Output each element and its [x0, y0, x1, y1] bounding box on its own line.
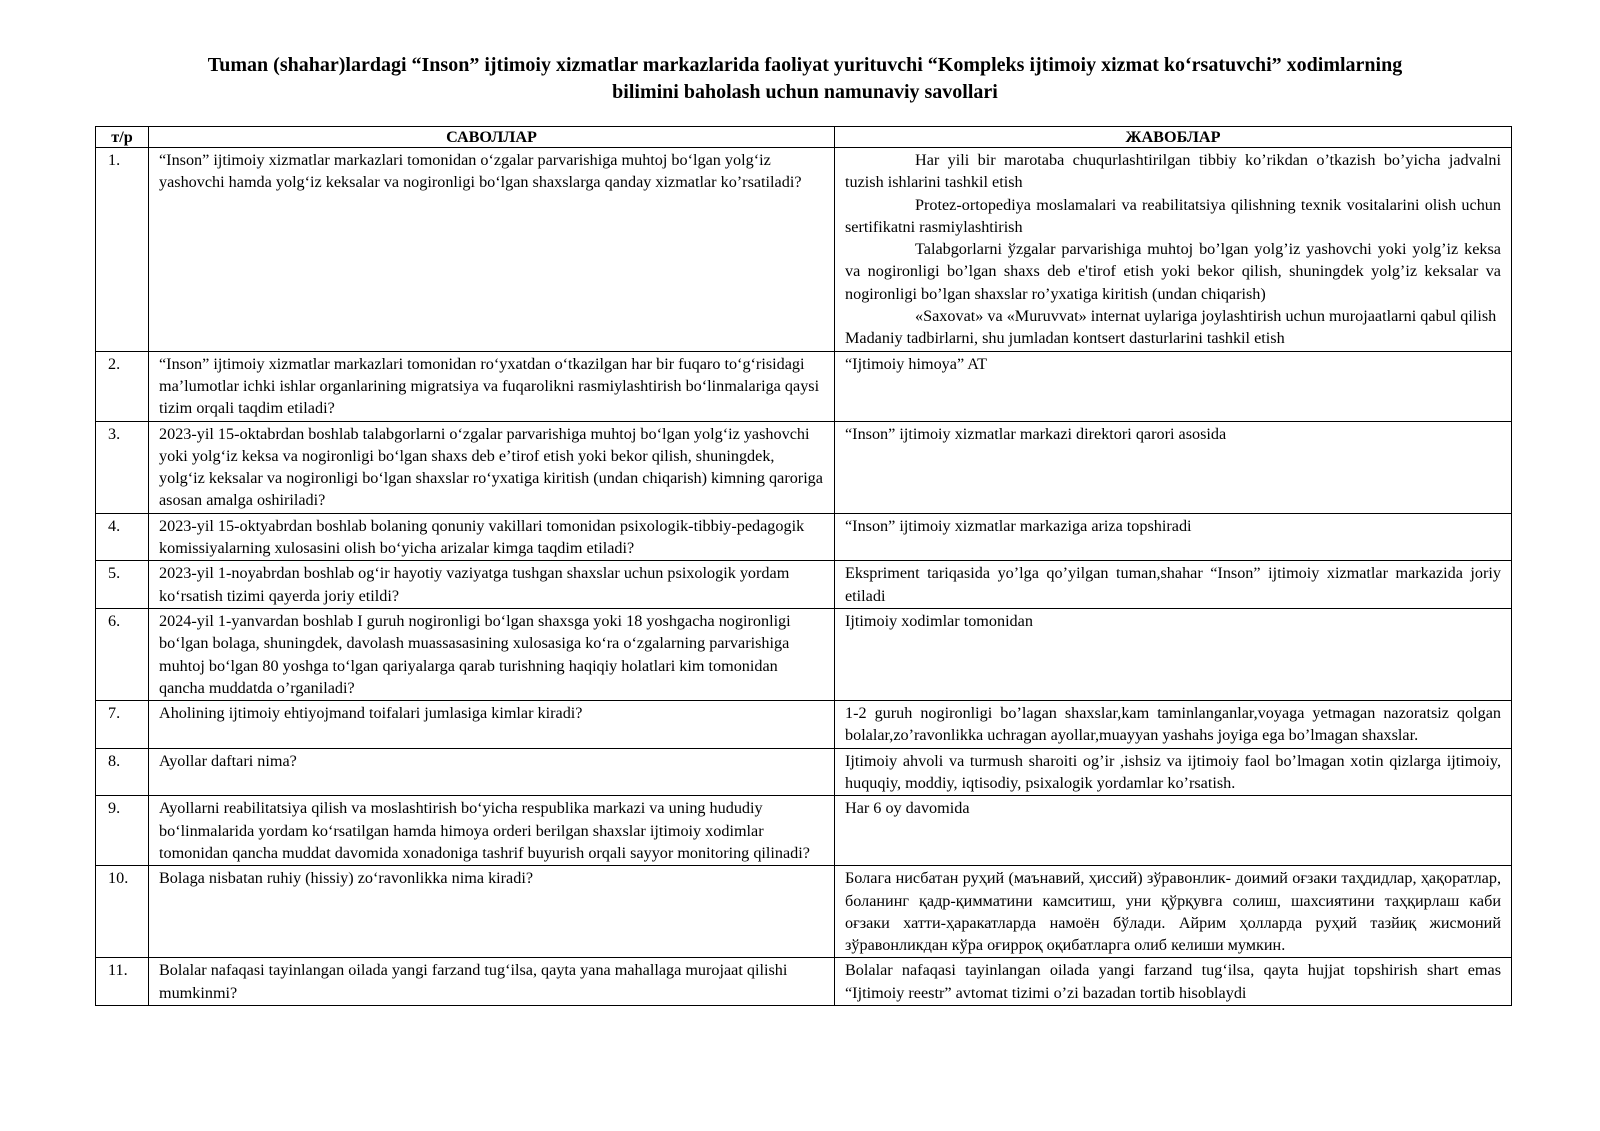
table-row: [96, 748, 1512, 796]
table-row: [96, 513, 1512, 561]
row-number: 9.: [96, 796, 149, 866]
question-cell: 2023-yil 15-oktyabrdan boshlab bolaning qonuniy vakillari tomonidan psixologik-tibbiy-pedagogik komissiyalarning xulosasini olish boʻyicha arizalar kimga taqdim etiladi?: [149, 513, 835, 561]
row-number: 11.: [96, 958, 149, 1006]
row-number: 6.: [96, 608, 149, 700]
answer-cell: [835, 148, 1512, 352]
question-cell: Bolaga nisbatan ruhiy (hissiy) zoʻravonlikka nima kiradi?: [149, 866, 835, 958]
answer-item: Har yili bir marotaba chuqurlashtirilgan tibbiy ko’rikdan o’tkazish bo’yicha jadvalni tuzish ishlarini tashkil etish: [845, 151, 1501, 192]
answer-cell: Ijtimoiy xodimlar tomonidan: [835, 608, 1512, 700]
question-cell: 2024-yil 1-yanvardan boshlab I guruh nogironligi boʻlgan shaxsga yoki 18 yoshgacha nogironligi boʻlgan bolaga, shuningdek, davolash muassasasining xulosasiga koʻra oʻzgalarning parvarishiga muhtoj boʻlgan 80 yoshga toʻlgan qariyalarga qarab turishning haqiqiy holatlari kim tomonidan qancha muddatda o’rganiladi?: [149, 608, 835, 700]
header-questions: САВОЛЛАР: [149, 127, 835, 148]
answer-item: Protez-ortopediya moslamalari va reabilitatsiya qilishning texnik vositalarini olish uchun sertifikatni rasmiylashtirish: [845, 195, 1501, 236]
question-cell: “Inson” ijtimoiy xizmatlar markazlari tomonidan oʻzgalar parvarishiga muhtoj boʻlgan yolgʻiz yashovchi hamda yolgʻiz keksalar va nogironligi boʻlgan shaxslarga qanday xizmatlar ko’rsatiladi?: [149, 148, 835, 352]
table-header-row: [96, 127, 1512, 148]
answer-item: «Saxovat» va «Muruvvat» internat uylariga joylashtirish uchun murojaatlarni qabul qilish: [915, 307, 1497, 326]
question-cell: 2023-yil 1-noyabrdan boshlab ogʻir hayotiy vaziyatga tushgan shaxslar uchun psixologik yordam koʻrsatish tizimi qayerda joriy etildi?: [149, 561, 835, 609]
row-number: 7.: [96, 701, 149, 749]
answer-cell: “Inson” ijtimoiy xizmatlar markaziga ariza topshiradi: [835, 513, 1512, 561]
table-row: [96, 608, 1512, 700]
answer-item: Madaniy tadbirlarni, shu jumladan kontsert dasturlarini tashkil etish: [845, 329, 1285, 348]
question-cell: Bolalar nafaqasi tayinlangan oilada yangi farzand tugʻilsa, qayta yana mahallaga murojaat qilishi mumkinmi?: [149, 958, 835, 1006]
header-answers: ЖАВОБЛАР: [835, 127, 1512, 148]
table-row: [96, 351, 1512, 421]
answer-cell: Bolalar nafaqasi tayinlangan oilada yangi farzand tug‘ilsa, qayta hujjat topshirish shart emas “Ijtimoiy reestr” avtomat tizimi o’zi bazadan tortib hisoblaydi: [835, 958, 1512, 1006]
table-row: [96, 958, 1512, 1006]
answer-cell: Болага нисбатан руҳий (маънавий, ҳиссий) зўравонлик- доимий оғзаки таҳдидлар, ҳақоратлар, боланинг қадр-қимматини камситиш, уни қўрқувга солиш, шахсиятини таҳқирлаш каби оғзаки хатти-ҳаракатларда намоён бўлади. Айрим ҳолларда руҳий тазйиқ жисмоний зўравонликдан кўра оғирроқ оқибатларга олиб келиши мумкин.: [835, 866, 1512, 958]
question-cell: Ayollarni reabilitatsiya qilish va moslashtirish boʻyicha respublika markazi va uning hududiy boʻlinmalarida yordam koʻrsatilgan hamda himoya orderi berilgan shaxslar ijtimoiy xodimlar tomonidan qancha muddat davomida xonadoniga tashrif buyurish orqali sayyor monitoring qilinadi?: [149, 796, 835, 866]
table-row: [96, 701, 1512, 749]
row-number: 5.: [96, 561, 149, 609]
table-row: [96, 561, 1512, 609]
answer-item: Talabgorlarni ўzgalar parvarishiga muhtoj bo’lgan yolg’iz yashovchi yoki yolg’iz keksa va nogironligi bo’lgan shaxs deb e'tirof etish yoki bekor qilish, shuningdek yolg’iz keksalar va nogironligi bo’lgan shaxslar ro’yxatiga kiritish (undan chiqarish): [845, 240, 1501, 303]
document-title-line-1: Tuman (shahar)lardagi “Inson” ijtimoiy xizmatlar markazlarida faoliyat yurituvchi “Kompleks ijtimoiy xizmat koʻrsatuvchi” xodimlarning: [207, 54, 1403, 76]
question-cell: 2023-yil 15-oktabrdan boshlab talabgorlarni oʻzgalar parvarishiga muhtoj boʻlgan yolgʻiz yashovchi yoki yolgʻiz keksa va nogironligi boʻlgan shaxs deb eʼtirof etish yoki bekor qilish, shuningdek, yolgʻiz keksalar va nogironligi boʻlgan shaxslar roʻyxatiga kiritish (undan chiqarish) kimning qaroriga asosan amalga oshiriladi?: [149, 421, 835, 513]
row-number: 1.: [96, 148, 149, 352]
question-cell: “Inson” ijtimoiy xizmatlar markazlari tomonidan roʻyxatdan oʻtkazilgan har bir fuqaro toʻgʻrisidagi maʼlumotlar ichki ishlar organlarining migratsiya va fuqarolikni rasmiylashtirish boʻlinmalariga qaysi tizim orqali taqdim etiladi?: [149, 351, 835, 421]
answer-cell: “Inson” ijtimoiy xizmatlar markazi direktori qarori asosida: [835, 421, 1512, 513]
document-title: [95, 52, 1515, 106]
answer-cell: Har 6 oy davomida: [835, 796, 1512, 866]
row-number: 3.: [96, 421, 149, 513]
qa-table: [95, 126, 1512, 1006]
question-cell: Ayollar daftari nima?: [149, 748, 835, 796]
row-number: 8.: [96, 748, 149, 796]
table-row: [96, 148, 1512, 352]
table-row: [96, 866, 1512, 958]
document-title-line-2: bilimini baholash uchun namunaviy savollari: [612, 81, 998, 103]
answer-cell: Ekspriment tariqasida yo’lga qo’yilgan tuman,shahar “Inson” ijtimoiy xizmatlar markazida joriy etiladi: [835, 561, 1512, 609]
row-number: 4.: [96, 513, 149, 561]
table-row: [96, 421, 1512, 513]
answer-cell: Ijtimoiy ahvoli va turmush sharoiti og’ir ,ishsiz va ijtimoiy faol bo’lmagan xotin qizlarga ijtimoiy, huquqiy, moddiy, iqtisodiy, psixalogik yordamlar ko’rsatish.: [835, 748, 1512, 796]
answer-cell: “Ijtimoiy himoya” AT: [835, 351, 1512, 421]
row-number: 10.: [96, 866, 149, 958]
table-row: [96, 796, 1512, 866]
answer-cell: 1-2 guruh nogironligi bo’lagan shaxslar,kam taminlanganlar,voyaga yetmagan nazoratsiz qolgan bolalar,zo’ravonlikka uchragan ayollar,muayyan yashahs joyiga ega bo’lmagan shaxslar.: [835, 701, 1512, 749]
question-cell: Aholining ijtimoiy ehtiyojmand toifalari jumlasiga kimlar kiradi?: [149, 701, 835, 749]
row-number: 2.: [96, 351, 149, 421]
header-number: т/р: [96, 127, 149, 148]
